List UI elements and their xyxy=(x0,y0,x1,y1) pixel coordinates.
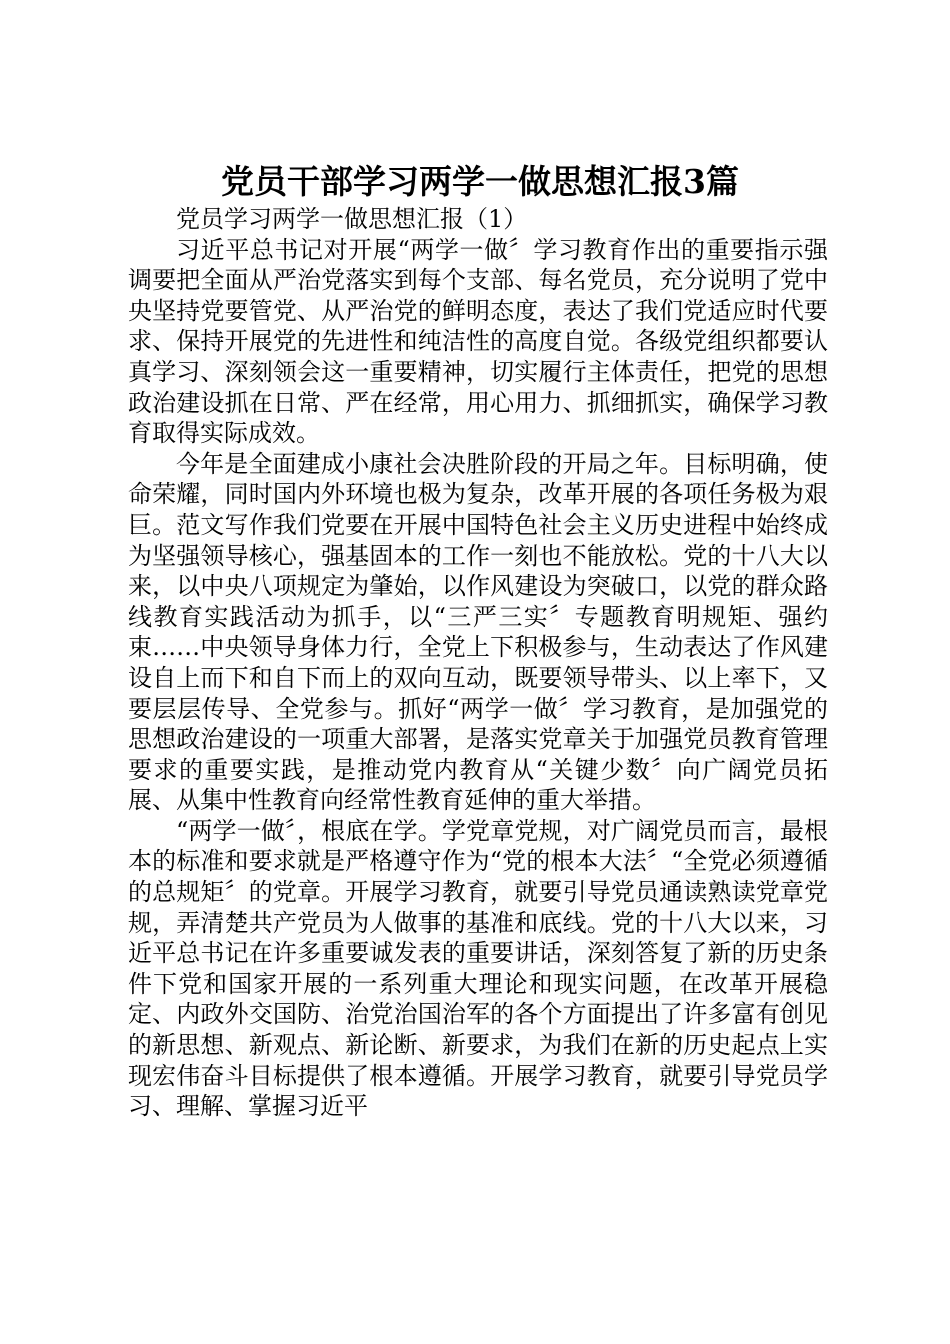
section-subtitle: 党员学习两学一做思想汇报（1） xyxy=(176,205,528,233)
document-title: 党员干部学习两学一做思想汇报3篇 xyxy=(221,162,739,201)
paragraph: 今年是全面建成小康社会决胜阶段的开局之年。目标明确，使命荣耀，同时国内外环境也极为复杂，改革开展的各项任务极为艰巨。范文写作我们党要在开展中国特色社会主义历史进程中始终成为坚强领导核心，强基固本的工作一刻也不能放松。党的十八大以来，以中央八项规定为肇始，以作风建设为突破口，以党的群众路线教育实践活动为抓手，以“三严三实〞专题教育明规矩、强约束……中央领导身体力行，全党上下积极参与，生动表达了作风建设自上而下和自下而上的双向互动，既要领导带头、以上率下，又要层层传导、全党参与。抓好“两学一做〞学习教育，是加强党的思想政治建设的一项重大部署，是落实党章关于加强党员教育管理要求的重要实践，是推动党内教育从“关键少数〞向广阔党员拓展、从集中性教育向经常性教育延伸的重大举措。 xyxy=(128,449,828,815)
document-body xyxy=(128,204,828,1122)
paragraph: “两学一做〞，根底在学。学党章党规，对广阔党员而言，最根本的标准和要求就是严格遵守作为“党的根本大法〞“全党必须遵循的总规矩〞的党章。开展学习教育，就要引导党员通读熟读党章党规，弄清楚共产党员为人做事的基准和底线。党的十八大以来，习近平总书记在许多重要诚发表的重要讲话，深刻答复了新的历史条件下党和国家开展的一系列重大理论和现实问题，在改革开展稳定、内政外交国防、治党治国治军的各个方面提出了许多富有创见的新思想、新观点、新论断、新要求，为我们在新的历史起点上实现宏伟奋斗目标提供了根本遵循。开展学习教育，就要引导党员学习、理解、掌握习近平 xyxy=(128,816,828,1121)
paragraph: 习近平总书记对开展“两学一做〞学习教育作出的重要指示强调要把全面从严治党落实到每个支部、每名党员，充分说明了党中央坚持党要管党、从严治党的鲜明态度，表达了我们党适应时代要求、保持开展党的先进性和纯洁性的高度自觉。各级党组织都要认真学习、深刻领会这一重要精神，切实履行主体责任，把党的思想政治建设抓在日常、严在经常，用心用力、抓细抓实，确保学习教育取得实际成效。 xyxy=(128,235,828,448)
